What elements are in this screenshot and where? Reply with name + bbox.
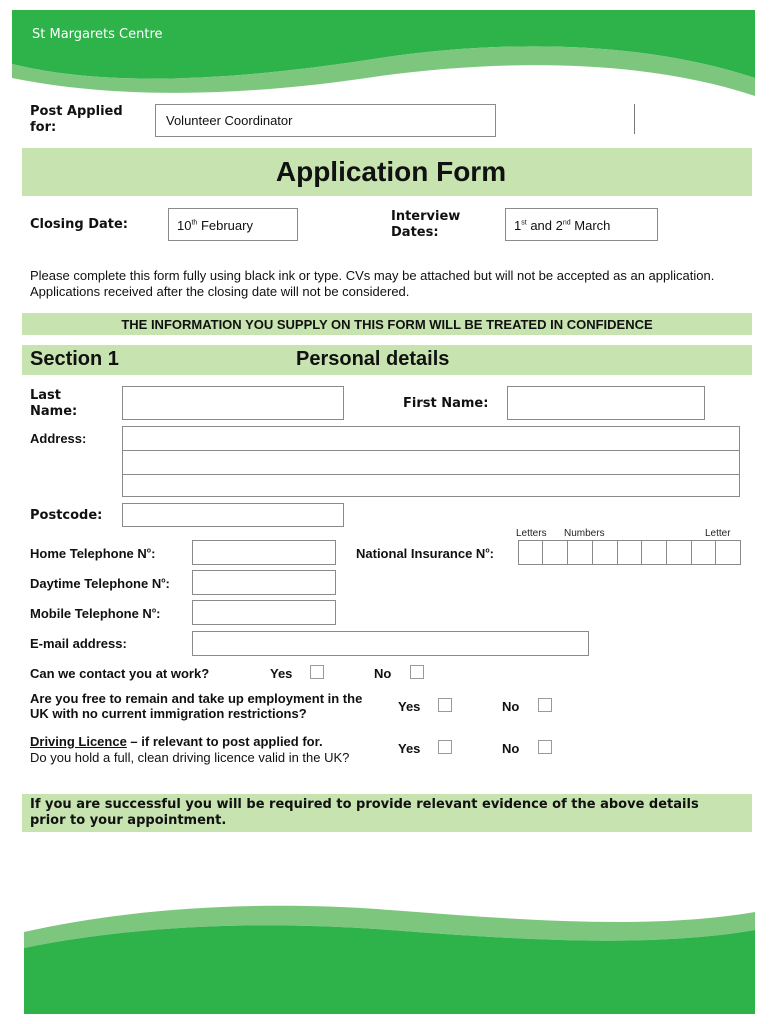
driving-licence-question: Do you hold a full, clean driving licence valid in the UK? <box>30 750 350 765</box>
header-wave-graphic <box>0 0 770 100</box>
closing-day-suffix: th <box>191 219 198 227</box>
interview-day-2: 2 <box>555 218 563 233</box>
daytime-telephone-input[interactable] <box>192 570 336 595</box>
interview-and: and <box>530 218 553 233</box>
post-applied-label: Post Applied for: <box>30 104 123 135</box>
ni-char-2[interactable] <box>542 540 568 565</box>
ni-letter-header: Letter <box>705 528 731 539</box>
org-name: St Margarets Centre <box>32 27 163 42</box>
ni-char-4[interactable] <box>592 540 618 565</box>
ni-char-5[interactable] <box>617 540 642 565</box>
free-to-remain-question: Are you free to remain and take up employment in the UK with no current immigration restrictions? <box>30 691 363 721</box>
form-title: Application Form <box>275 156 507 187</box>
interview-suffix-1: st <box>521 219 527 227</box>
mobile-telephone-input[interactable] <box>192 600 336 625</box>
footer-wave-graphic <box>0 890 770 1024</box>
contact-work-yes-label: Yes <box>270 666 293 681</box>
ni-char-9[interactable] <box>715 540 741 565</box>
ni-char-7[interactable] <box>666 540 692 565</box>
interview-suffix-2: nd <box>562 219 571 227</box>
section-title: Personal details <box>296 348 450 370</box>
postcode-input[interactable] <box>122 503 344 527</box>
closing-date-field[interactable] <box>168 208 298 241</box>
licence-no-checkbox[interactable] <box>538 740 552 754</box>
postcode-label: Postcode: <box>30 508 103 523</box>
intro-text: Please complete this form fully using black ink or type. CVs may be attached but will not be accepted as an application. Applications received after the closing date will not be considered. <box>30 268 715 299</box>
free-remain-yes-checkbox[interactable] <box>438 698 452 712</box>
email-input[interactable] <box>192 631 589 656</box>
free-remain-yes-label: Yes <box>398 699 421 714</box>
contact-work-no-label: No <box>374 666 392 681</box>
evidence-notice: If you are successful you will be required to provide relevant evidence of the above details prior to your appointment. <box>30 797 699 828</box>
national-insurance-label: National Insurance $N^o$: <box>356 546 494 561</box>
first-name-label: First Name: <box>403 396 489 411</box>
daytime-telephone-label: Daytime Telephone $N^o$: <box>30 576 170 591</box>
driving-licence-heading <box>30 734 323 749</box>
interview-dates-field[interactable] <box>505 208 658 241</box>
divider-line <box>634 104 635 134</box>
post-applied-value: Volunteer Coordinator <box>166 113 293 128</box>
email-label: E-mail address: <box>30 636 127 651</box>
interview-dates-label: Interview Dates: <box>391 209 461 240</box>
ni-char-8[interactable] <box>691 540 716 565</box>
home-telephone-label: Home Telephone $N^o$: <box>30 546 156 561</box>
home-telephone-input[interactable] <box>192 540 336 565</box>
closing-month: February <box>200 218 253 233</box>
driving-licence-note: – if relevant to post applied for. <box>126 734 323 749</box>
ni-numbers-header: Numbers <box>564 528 605 539</box>
address-line-2[interactable] <box>122 450 740 475</box>
confidence-notice: THE INFORMATION YOU SUPPLY ON THIS FORM WILL BE TREATED IN CONFIDENCE <box>121 317 653 332</box>
address-line-1[interactable] <box>122 426 740 451</box>
interview-month: March <box>574 218 611 233</box>
contact-at-work-question: Can we contact you at work? <box>30 666 210 681</box>
ni-char-3[interactable] <box>567 540 593 565</box>
last-name-input[interactable] <box>122 386 344 420</box>
contact-work-no-checkbox[interactable] <box>410 665 424 679</box>
driving-licence-title: Driving Licence <box>30 734 127 749</box>
address-label: Address: <box>30 431 87 446</box>
contact-work-yes-checkbox[interactable] <box>310 665 324 679</box>
post-applied-field[interactable] <box>155 104 496 137</box>
first-name-input[interactable] <box>507 386 705 420</box>
mobile-telephone-label: Mobile Telephone $N^o$: <box>30 606 161 621</box>
closing-day: 10 <box>177 218 192 233</box>
last-name-label: Last Name: <box>30 388 78 419</box>
ni-letters-header: Letters <box>516 528 547 539</box>
licence-yes-label: Yes <box>398 741 421 756</box>
licence-yes-checkbox[interactable] <box>438 740 452 754</box>
ni-char-6[interactable] <box>641 540 667 565</box>
free-remain-no-label: No <box>502 699 520 714</box>
section-number: Section 1 <box>30 348 119 370</box>
address-line-3[interactable] <box>122 474 740 497</box>
ni-char-1[interactable] <box>518 540 543 565</box>
interview-day-1: 1 <box>514 218 522 233</box>
free-remain-no-checkbox[interactable] <box>538 698 552 712</box>
licence-no-label: No <box>502 741 520 756</box>
closing-date-label: Closing Date: <box>30 217 129 232</box>
